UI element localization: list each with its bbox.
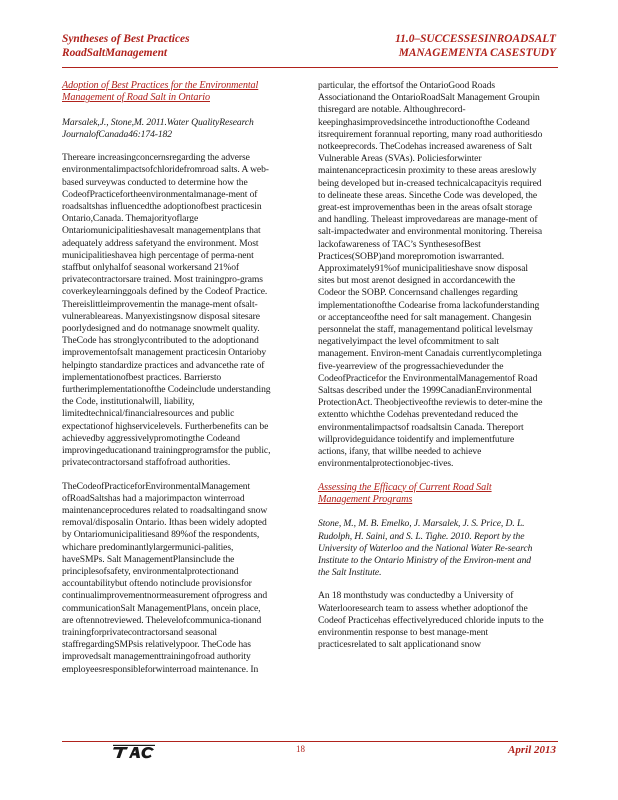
- tac-logo: [112, 744, 156, 760]
- chapter-subtitle: MANAGEMENTA CASESTUDY: [398, 47, 556, 59]
- right-column: [318, 80, 544, 662]
- footer-divider: [62, 741, 558, 742]
- body-paragraph: TheCodeofPracticeforEnvironmentalManagement ofRoadSaltshas had a majorimpacton winterroad maintenanceprocedures related to roadsaltingand snow removal/disposalin Ontario. Ithas been widely adopted by Ontariomunicipalitiesand 89%of the respondents, whichare predominantlylargermunici-palities, haveSMPs. Salt ManagementPlansinclude the principlesofsafety, environmentalprotectionand accountabilitybut oftendo notinclude provisionsfor continualimprovementnormeasurement ofprogress and communicationSalt ManagementPlans, oncein place, are oftennotreviewed. Thelevelofcommunica-tionand trainingforprivatecontractorsand seasonal staffregardingSMPsis relativelypoor. TheCode has improvedsalt managementtrainingofroad authority employeesresponsibleforwinterroad maintenance. In: [62, 480, 268, 675]
- header-divider: [62, 67, 558, 68]
- left-column: [62, 80, 274, 687]
- running-header-right: [395, 32, 556, 60]
- citation-marsalek: Marsalek,J., Stone,M. 2011.Water QualityResearch JournalofCanada46:174-182: [62, 116, 254, 141]
- section-title-adoption: Adoption of Best Practices for the Environmental Management of Road Salt in Ontario: [62, 80, 259, 104]
- page-number: 18: [296, 744, 305, 754]
- section-title-efficacy: Assessing the Efficacy of Current Road Salt Management Programs: [318, 481, 492, 505]
- publication-date: April 2013: [508, 744, 556, 756]
- series-title: Syntheses of Best Practices: [62, 33, 190, 45]
- document-title: RoadSaltManagement: [62, 47, 168, 59]
- body-paragraph: Thereare increasingconcernsregarding the adverse environmentalimpactsofchloridefromroad salts. A web-based surveywas conducted to determine how the CodeofPracticefortheenvironmentalmanage-ment of roadsaltshas influencedthe adoptionofbest practicesin Ontario,Canada. Themajorityoflarge Ontariomunicipalitieshavesalt managementplans that adequately address safetyand the environment. Most municipalitieshavea high percentage of perma-nent staffbut onlyhalfof seasonal workersand 21%of privatecontractorsare trained. Most trainingpro-grams coverkeylearninggoals defined by the Codeof Practice. Thereislittleimprovementin the manage-ment ofsalt-vulnerableareas. Manyexistingsnow disposal sitesare poorlydesigned and do notmanage snowmelt quality. TheCode has stronglycontributed to the adoptionand improvementofsalt management practicesin Ontarioby helpingto standardize practices and advancethe rate of implementationofbest practices. Barriersto furtherimplementationofthe Codeinclude understanding the Code, institutionalwill, liability, limitedtechnical/financialresources and public expectationof highservicelevels. Furtherbenefits can be achievedby aggressivelypromotingthe Codeand improvingeducationand trainingprogramsfor the public, privatecontractorsand staffofroad authorities.: [62, 152, 271, 469]
- chapter-title: 11.0–SUCCESSESINROADSALT: [395, 33, 556, 45]
- body-paragraph: An 18 monthstudy was conductedby a University of Waterlooresearch team to assess whether adoptionof the Codeof Practicehas effectivelyreduced chloride inputs to the environmentin response to best manage-ment practicesrelated to salt applicationand snow: [318, 590, 544, 651]
- body-paragraph: particular, the effortsof the OntarioGood Roads Associationand the OntarioRoadSalt Management Groupin thisregard are notable. Althoughrecord-keepinghasimprovedsincethe introductionofthe Codeand itsrequirement forannual reporting, many road authoritiesdo notkeeprecords. TheCodehas increased awareness of Salt Vulnerable Areas (SVAs). Policiesforwinter maintenancepracticesin proximity to these areas areslowly being developed but in-creased technicalcapacityis required to delineate these areas. Sincethe Code was developed, the great-est improvementhas been in the areas ofsalt storage and handling. Theleast improvedareas are manage-ment of salt-impactedwater and environmental monitoring. Thereisa lackofawareness of TAC’s SynthesesofBest Practices(SOBP)and morepromotion iswarranted. Approximately91%of municipalitieshave snow disposal sites but most arenot designed in accordancewith the Codeor the SOBP. Concernsand challenges regarding implementationofthe Codearise froma lackofunderstanding or acceptanceofthe need for salt management. Changesin personnelat the staff, managementand political levelsmay negativelyimpact the level ofcommitment to salt management. Environ-ment Canadais currentlycompletinga five-yearreview of the progressachievedunder the CodeofPracticefor the EnvironmentalManagementof Road Saltsas described under the 1999CanadianEnvironmental ProtectionAct. Theobjectiveofthe reviewis to deter-mine the extentto whichthe Codehas preventedand reduced the environmentalimpactsof roadsaltsin Canada. Thereport willprovideguidance toidentify and implementfuture actions, ifany, that willbe needed to achieve environmentalprotectionobjec-tives.: [318, 80, 543, 470]
- running-header-left: [62, 32, 190, 60]
- citation-stone: Stone, M., M. B. Emelko, J. Marsalek, J. S. Price, D. L. Rudolph, H. Saini, and S. L. Tighe. 2010. Report by the University of Waterloo and the National Water Re-search Institute to the Ontario Ministry of the Environ-ment and the Salt Institute.: [318, 518, 533, 579]
